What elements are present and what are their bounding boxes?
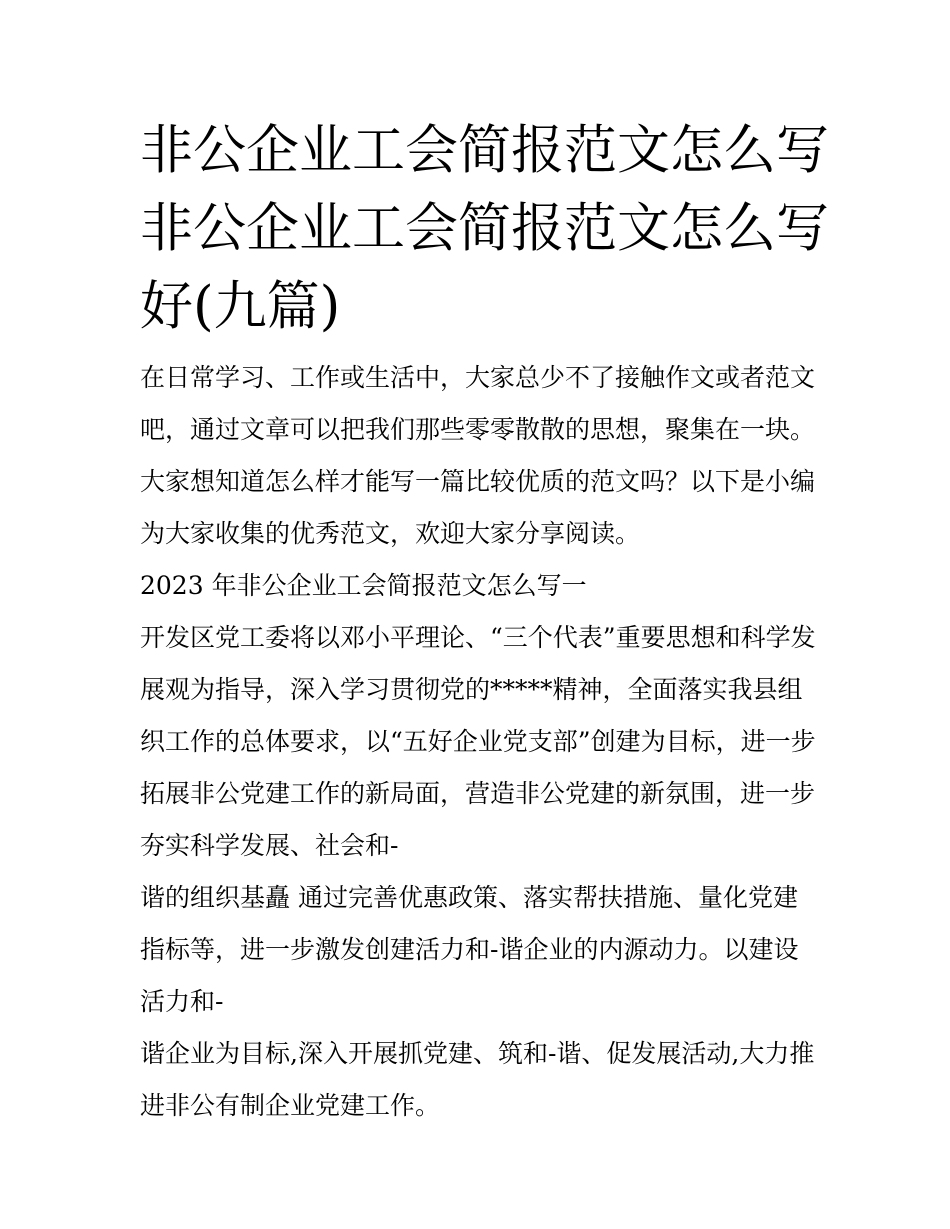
body-line: 拓展非公党建工作的新局面，营造非公党建的新氛围，进一步	[140, 779, 816, 808]
body-line: 大家想知道怎么样才能写一篇比较优质的范文吗？以下是小编	[140, 467, 816, 496]
document-title	[140, 112, 829, 346]
body-line: 谐企业为目标,深入开展抓党建、筑和-谐、促发展活动,大力推	[140, 1039, 815, 1068]
body-line: 吧，通过文章可以把我们那些零零散散的思想，聚集在一块。	[140, 415, 816, 444]
body-line: 在日常学习、工作或生活中，大家总少不了接触作文或者范文	[140, 363, 816, 392]
body-line: 展观为指导，深入学习贯彻党的*****精神，全面落实我县组	[140, 675, 803, 704]
body-line: 指标等，进一步激发创建活力和-谐企业的内源动力。以建设	[140, 935, 799, 964]
body-line: 活力和-	[140, 987, 224, 1016]
title-line: 好(九篇)	[140, 276, 341, 337]
body-line: 开发区党工委将以邓小平理论、“三个代表”重要思想和科学发	[140, 623, 816, 652]
body-line: 谐的组织基矗 通过完善优惠政策、落实帮扶措施、量化党建	[140, 883, 798, 912]
body-line: 为大家收集的优秀范文，欢迎大家分享阅读。	[140, 519, 641, 548]
section-heading: 2023 年非公企业工会简报范文怎么写一	[140, 571, 587, 600]
document-body	[140, 352, 830, 1132]
title-line: 非公企业工会简报范文怎么写	[140, 198, 829, 259]
body-line: 织工作的总体要求，以“五好企业党支部”创建为目标，进一步	[140, 727, 816, 756]
body-line: 夯实科学发展、社会和-	[140, 831, 399, 860]
body-line: 进非公有制企业党建工作。	[140, 1091, 441, 1120]
title-line: 非公企业工会简报范文怎么写	[140, 120, 829, 181]
